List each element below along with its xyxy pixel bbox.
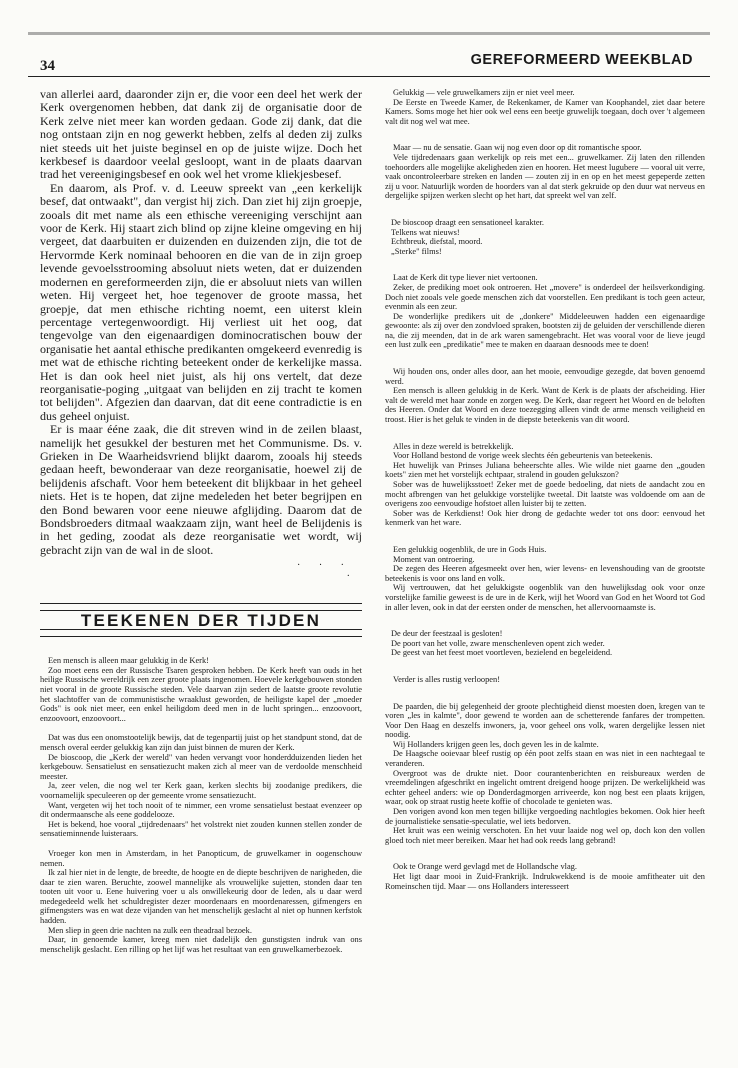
paragraph: Den vorigen avond kon men tegen billijke vergoeding nachtlogies bekomen. Ook hier heeft de journalistieke sensatie-speculatie, wel iets bedorven. [385, 807, 705, 826]
section-title: TEEKENEN DER TIJDEN [80, 611, 322, 631]
paragraph: Een gelukkig oogenblik, de ure in Gods Huis. [393, 544, 547, 554]
paragraph: Een mensch is alleen maar gelukkig in de Kerk! [48, 656, 209, 666]
paragraph: Sober was de Kerkdienst! Ook hier drong de gedachte weder tot ons door: eenvoud het kenmerk van het ware. [385, 508, 705, 528]
paragraph: Alles in deze wereld is betrekkelijk. [393, 441, 514, 451]
paragraph: De zegen des Heeren afgesmeekt over hen, wier levens- en levenshouding van de grootste beteekenis is voor ons land en volk. [385, 564, 705, 583]
verse-line: „Sterke" films! [391, 246, 442, 256]
section-banner [40, 600, 362, 640]
paragraph: Het huwelijk van Prinses Juliana beheerschte alles. Wie wilde niet gaarne den „gouden koets" zien met het vorstelijk echtpaar, stralend in gouden gelukszon? [385, 460, 705, 480]
paragraph: De paarden, die bij gelegenheid der groote plechtigheid dienst moesten doen, kregen van te voren „les in kalmte", door gewend te worden aan de schetterende fanfares der trompetten. Voor Den Haag en deszelfs inwoners, ja, voor geheel ons volk, waren dergelijke lessen niet noodig. [385, 701, 705, 740]
header-divider [28, 76, 710, 77]
paragraph: En daarom, als Prof. v. d. Leeuw spreekt van „een kerkelijk besef, dat ontwaakt", dan vergist hij zich. Dan ziet hij zijn groepje, zooals dit met name als een ethische vereeniging verschijnt aan voor de Kerk. Hij staart zich blind op zijne kleine omgeving en hij vergeet, dat daarbuiten er duizenden en duizenden zijn, die tot de Hervormde Kerk nominaal behooren en die van de in zijn groep levende gevoelsstrooming absoluut niets weten, dat er duizenden modernen en gereformeerden zijn, die er absoluut niets van willen weten. Hij vergeet het, hoe tegenover de groote massa, het groepje, dat men ethische richting noemt, een uiterst klein percentage vertegenwoordigt. Hij verliest uit het oog, dat tengevolge van den eigenaardigen dominocratischen bouw der organisatie het aantal ethische predikanten omgekeerd evenredig is met wat de ethische richting beteekent onder de kerkelijke massa. Het is dan ook heel niet juist, als hij ons vertelt, dat deze reorganisatie-poging „uitgaat van belijden en zij tracht te komen tot belijden". Afgezien dan daarvan, dat dit eene contradictie is en dus geheel onjuist. [40, 180, 362, 423]
ornament-dots: · [346, 571, 350, 583]
ornament-dots: · · · [297, 560, 352, 572]
paragraph: Het ligt daar mooi in Zuid-Frankrijk. Indrukwekkend is de mooie amfitheater uit den Romeinschen tijd. Maar — ons Hollanders interesseert [385, 872, 705, 891]
paragraph: Een mensch is alleen gelukkig in de Kerk. Want de Kerk is de plaats der afscheiding. Hier valt de wereld met haar zonde en zorgen weg. De Kerk, daar regeert het Woord en de beloften des Heeren. Onder dat Woord en deze toezegging alleen vindt de arme mensch veiligheid en troost. Hier is het geluk te vinden in de diepste beteekenis van dit woord. [385, 386, 705, 425]
banner-rule [40, 603, 362, 611]
paragraph: Zeker, de prediking moet ook ontroeren. Het „movere" is onderdeel der heilsverkondiging. Doch niet zooals vele goede menschen zich dat voorstellen. Een predikant is toch geen acteur, evenmin als een zeur. [385, 282, 705, 312]
paragraph: Ja, zeer velen, die nog wel ter Kerk gaan, kerken slechts bij zoodanige predikers, die voornamelijk speculeeren op der gemeente vrome sensatiezucht. [40, 781, 362, 800]
paragraph: Wij vertrouwen, dat het gelukkigste oogenblik van den huwelijksdag ook voor onze vorstelijke familie geweest is de ure in de Kerk, wijl het Woord van God en het Woord tot God in aller leven, ook in dat der eersten onder de menschen, het allervoornaamste is. [385, 583, 705, 612]
article-continuation [40, 88, 362, 557]
paragraph: Het is bekend, hoe vooral „tijdredenaars" het volstrekt niet zouden kunnen stellen zonder de sensatieminnende luisteraars. [40, 819, 362, 839]
verse-line: Echtbreuk, diefstal, moord. [391, 237, 483, 247]
paragraph: Verder is alles rustig verloopen! [393, 674, 500, 684]
paragraph: Ik zal hier niet in de lengte, de breedte, de hoogte en de diepte beschrijven de narigheden, die daar te zien waren. Beruchte, zoowel mannelijke als vrouwelijke sujetten, stonden daar ten tooten uit voor u. Eene huivering voer u als onwillekeurig door de leden, als u daar werd medegedeeld welk het schuldregister dezer moordenaars en moordenaressen, gifmengers en gifmengsters was en wat deze vijanden van het menschelijk geslacht al niet op hunnen kerfstok hadden. [40, 868, 362, 926]
paragraph: Er is maar ééne zaak, die dit streven wind in de zeilen blaast, namelijk het gesukkel der besturen met het Communisme. Ds. v. Grieken in De Waarheidsvriend blijkt daarom, zooals hij steeds gedaan heeft, bewonderaar van deze reorganisatie, hoewel zij de belijdenis afschaft. Voor hem beteekent dit blijkbaar in het geheel niets. Het is te hopen, dat zijne medeleden het beter begrijpen en den Bond bewaren voor eene nieuwe afglijding. Daarom dat de Bondsbroeders ditmaal waakzaam zijn, want heel de Belijdenis is in het geding, zoodat als deze reorganisatie wet wordt, wij gebracht zijn van de wal in de sloot. [40, 422, 362, 557]
verse-line: De deur der feestzaal is gesloten! [391, 629, 503, 639]
paragraph: Daar, in genoemde kamer, kreeg men niet dadelijk den gunstigsten indruk van ons menschelijk geslacht. Een rilling op het lijf was het resultaat van een gruwelkamerbezoek. [40, 935, 362, 954]
verse-block [385, 629, 705, 658]
verse-line: De bioscoop draagt een sensationeel karakter. [391, 217, 545, 227]
banner-rule [40, 629, 362, 637]
paragraph: Vele tijdredenaars gaan werkelijk op reis met een... gruwelkamer. Zij laten den rillenden toehoorders alle mogelijke akeligheden zien en hooren. Het meest lugubere — vooral uit verre, vaak oncontroleerbare streken en landen — zouten zij in en op en het meest gepeperde zetten zij u voor. Natuurlijk worden de hoorders van al dat sterk gekruide op den duur wat nerveus en dergelijke spijzen werken slecht op het hart, dat spreekt wel van zelf. [385, 152, 705, 201]
paragraph: Want, vergeten wij het toch nooit of te nimmer, een vrome sensatielust bestaat evenzeer op dit ondermaansche als eene goddelooze. [40, 800, 362, 820]
paragraph: Gelukkig — vele gruwelkamers zijn er niet veel meer. [393, 88, 575, 97]
publication-title: GEREFORMEERD WEEKBLAD [470, 52, 693, 68]
right-column [385, 88, 705, 891]
paragraph: Vroeger kon men in Amsterdam, in het Panopticum, de gruwelkamer in oogenschouw nemen. [40, 848, 362, 868]
paragraph: Men sliep in geen drie nachten na zulk een theadraal bezoek. [48, 925, 252, 935]
paragraph: Zoo moet eens een der Russische Tsaren gesproken hebben. De Kerk heeft van ouds in het heilige Russische wereldrijk een zeer groote plaats ingenomen. Hoevele kerkgebouwen stonden niet vooral in de groote Russische steden. Vele daarvan zijn sedert de laatste groote revolutie het slachtoffer van de communistische wraaklust geworden, de heiligste kapel der „moeder Gods" is ook niet meer, een enkel heiligdom deed men in de lucht springen... enzoovoort, enzoovoort, enzoovoort... [40, 665, 362, 723]
paragraph: Maar — nu de sensatie. Gaan wij nog even door op dit romantische spoor. [393, 143, 642, 153]
paragraph: Overgroot was de drukte niet. Door courantenberichten en reisbureaux werden de vreemdelingen afgeschrikt en ingelicht omtrent dreigend hooge prijzen. De werkelijkheid was echter geheel anders: wie op Donderdagmorgen arriveerde, kon nog best een plaats krijgen, waar, ook op straat rustig heete koffie of chocolade te genieten was. [385, 768, 705, 807]
paragraph: De Eerste en Tweede Kamer, de Rekenkamer, de Kamer van Koophandel, ziet daar betere Kamers. Soms moge het hier ook wel eens een beetje gruwelijk toegaan, doch over 't algemeen valt dit nog wel wat mee. [385, 97, 705, 126]
paragraph: Moment van ontroering. [393, 554, 475, 564]
left-column [40, 88, 362, 954]
paragraph: De bioscoop, die „Kerk der wereld" van heden vervangt voor honderdduizenden lieden het kerkgebouw. Sensatielust en sensatiezucht maken zich al meer van de verdoolde menschheid meester. [40, 752, 362, 781]
verse-line: De poort van het volle, zware menschenleven opent zich weder. [391, 638, 605, 648]
paragraph: Het kruit was een weinig verschoten. En het vuur laaide nog wel op, doch kon den vollen gloed toch niet meer bereiken. Maar het had ook reeds lang gebrand! [385, 826, 705, 845]
paragraph: Voor Holland bestond de vorige week slechts één gebeurtenis van beteekenis. [393, 451, 653, 461]
verse-line: De geest van het feest moet voortleven, bezielend en begeleidend. [391, 648, 613, 658]
paragraph: Sober was de huwelijksstoet! Zeker met de goede bedoeling, dat niets de aandacht zou en mocht afbrengen van het gelukkige vorstelijke tweetal. Dit laatste was voldoende om aan de overigens zoo eenvoudige hofstoet allen luister bij te zetten. [385, 480, 705, 509]
paragraph: De wonderlijke predikers uit de „donkere" Middeleeuwen hadden een eigenaardige gewoonte: als zij over den zondvloed spraken, bootsten zij de geluiden der verschillende dieren na, die zij meenden, dat in de ark waren samengebracht. Het was vooral voor de lieve jeugd een lust zulk een „predikatie" mee te maken en daaraan desnoods mee te doen! [385, 311, 705, 350]
paragraph: Wij houden ons, onder alles door, aan het mooie, eenvoudige gezegde, dat boven genoemd werd. [385, 367, 705, 386]
paragraph: Laat de Kerk dit type liever niet vertoonen. [393, 273, 538, 283]
paragraph: De Haagsche ooievaar bleef rustig op één poot zelfs staan en was niet in een nachtegaal te veranderen. [385, 749, 705, 769]
column-small-text [40, 656, 362, 954]
paragraph: Wij Hollanders krijgen geen les, doch geven les in de kalmte. [393, 739, 599, 749]
paragraph: Ook te Orange werd gevlagd met de Hollandsche vlag. [393, 862, 577, 872]
page-number: 34 [40, 58, 55, 74]
paragraph: Dat was dus een onomstootelijk bewijs, dat de tegenpartij juist op het standpunt stond, dat de mensch overal eerder gelukkig kan zijn dan juist binnen de muren der Kerk. [40, 733, 362, 752]
verse-block [385, 218, 705, 256]
top-edge-rule [28, 32, 710, 35]
verse-line: Telkens wat nieuws! [391, 227, 460, 237]
paragraph: van allerlei aard, daaronder zijn er, die voor een deel het werk der Kerk overgenomen hebben, dat dank zij de organisatie door de Kerk zelve niet meer kan worden gedaan. Gode zij dank, dat die nog ontstaan zijn en nog gewerkt hebben, zelfs al deden zij zulks niet steeds uit het juiste beginsel en op de juiste wijze. Doch het kerkbesef is daardoor veelal gesloopt, want in de plaats daarvan trad het vereenigingsbesef en ook wel het vrome kliekjesbesef. [40, 87, 362, 182]
